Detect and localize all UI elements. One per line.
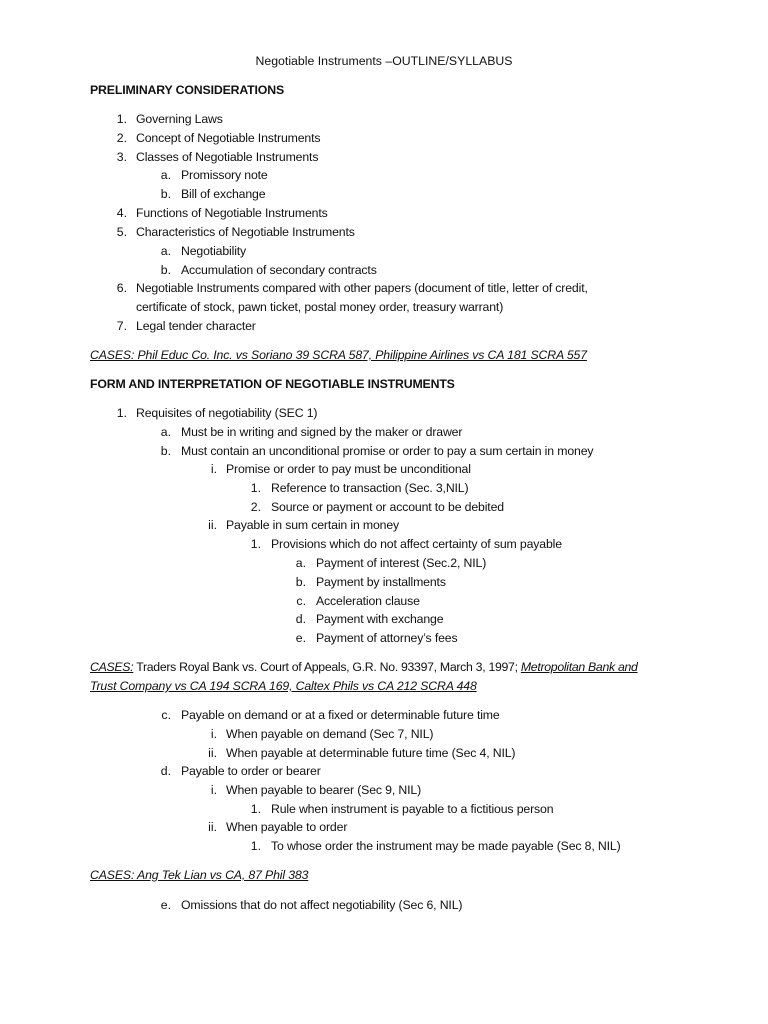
list-item: Payable on demand or at a fixed or determinable future time <box>181 708 500 722</box>
cases-label: CASES: <box>90 660 134 674</box>
list-marker: b. <box>160 187 171 201</box>
list-item: When payable to bearer (Sec 9, NIL) <box>226 783 422 797</box>
list-item: Must be in writing and signed by the maker or drawer <box>181 425 463 439</box>
list-item-continuation: certificate of stock, pawn ticket, postal money order, treasury warrant) <box>136 300 504 314</box>
list-marker: ii. <box>208 746 217 760</box>
list-item: When payable to order <box>226 820 348 834</box>
list-item: Source or payment or account to be debited <box>271 500 504 514</box>
list-item: Payable in sum certain in money <box>226 518 400 532</box>
list-marker: 1. <box>116 406 127 420</box>
list-marker: i. <box>210 462 217 476</box>
list-item: Payment of interest (Sec.2, NIL) <box>316 556 487 570</box>
list-item: When payable at determinable future time (Sec 4, NIL) <box>226 746 516 760</box>
list-item: Governing Laws <box>136 112 223 126</box>
section-heading-form-interpretation: FORM AND INTERPRETATION OF NEGOTIABLE INSTRUMENTS <box>90 377 455 391</box>
list-marker: i. <box>210 727 217 741</box>
list-marker: b. <box>295 575 306 589</box>
list-item: Negotiability <box>181 244 247 258</box>
list-marker: 2. <box>116 131 127 145</box>
list-item: Promise or order to pay must be unconditional <box>226 462 471 476</box>
list-item: Payable to order or bearer <box>181 764 321 778</box>
list-item: Negotiable Instruments compared with other papers (document of title, letter of credit, <box>136 281 588 295</box>
list-marker: 1. <box>250 481 261 495</box>
cases-italic-text: Metropolitan Bank and <box>520 660 638 674</box>
list-item: Acceleration clause <box>316 594 420 608</box>
cases-line-3: CASES: Ang Tek Lian vs CA, 87 Phil 383 <box>90 868 309 882</box>
list-marker: a. <box>160 168 171 182</box>
list-item: Concept of Negotiable Instruments <box>136 131 321 145</box>
document-title: Negotiable Instruments –OUTLINE/SYLLABUS <box>255 54 513 68</box>
list-marker: 1. <box>250 802 261 816</box>
cases-line-2 <box>90 659 638 675</box>
list-item: Promissory note <box>181 168 268 182</box>
list-item: When payable on demand (Sec 7, NIL) <box>226 727 434 741</box>
list-item: Payment of attorney’s fees <box>316 631 458 645</box>
list-marker: d. <box>295 612 306 626</box>
list-marker: ii. <box>208 518 217 532</box>
list-item: Provisions which do not affect certainty of sum payable <box>271 537 562 551</box>
list-marker: b. <box>160 444 171 458</box>
list-item: Payment by installments <box>316 575 446 589</box>
cases-line-2-continued: Trust Company vs CA 194 SCRA 169, Caltex Phils vs CA 212 SCRA 448 <box>90 679 477 693</box>
list-marker: 1. <box>116 112 127 126</box>
list-marker: a. <box>160 244 171 258</box>
list-marker: 2. <box>250 500 261 514</box>
list-marker: 1. <box>250 537 261 551</box>
list-marker: ii. <box>208 820 217 834</box>
list-item: Legal tender character <box>136 319 256 333</box>
list-marker: 5. <box>116 225 127 239</box>
list-item: Functions of Negotiable Instruments <box>136 206 328 220</box>
list-marker: e. <box>295 631 306 645</box>
list-marker: 1. <box>250 839 261 853</box>
list-item: Characteristics of Negotiable Instruments <box>136 225 355 239</box>
list-item: Omissions that do not affect negotiability (Sec 6, NIL) <box>181 898 463 912</box>
list-marker: 7. <box>116 319 127 333</box>
cases-line-1: CASES: Phil Educ Co. Inc. vs Soriano 39 SCRA 587, Philippine Airlines vs CA 181 SCRA 557 <box>90 348 587 362</box>
list-marker: a. <box>295 556 306 570</box>
list-marker: b. <box>160 263 171 277</box>
list-marker: a. <box>160 425 171 439</box>
list-item: To whose order the instrument may be made payable (Sec 8, NIL) <box>271 839 621 853</box>
cases-plain-text: Traders Royal Bank vs. Court of Appeals, G.R. No. 93397, March 3, 1997; <box>133 660 521 674</box>
list-marker: 4. <box>116 206 127 220</box>
list-marker: e. <box>160 898 171 912</box>
list-marker: d. <box>160 764 171 778</box>
section-heading-preliminary: PRELIMINARY CONSIDERATIONS <box>90 83 285 97</box>
list-item: Must contain an unconditional promise or order to pay a sum certain in money <box>181 444 594 458</box>
list-marker: c. <box>161 708 171 722</box>
list-marker: 3. <box>116 150 127 164</box>
list-item: Bill of exchange <box>181 187 266 201</box>
list-item: Rule when instrument is payable to a fictitious person <box>271 802 554 816</box>
list-marker: 6. <box>116 281 127 295</box>
list-item: Reference to transaction (Sec. 3,NIL) <box>271 481 469 495</box>
list-item: Accumulation of secondary contracts <box>181 263 377 277</box>
list-item: Payment with exchange <box>316 612 444 626</box>
list-item: Requisites of negotiability (SEC 1) <box>136 406 318 420</box>
list-marker: i. <box>210 783 217 797</box>
list-marker: c. <box>296 594 306 608</box>
list-item: Classes of Negotiable Instruments <box>136 150 319 164</box>
